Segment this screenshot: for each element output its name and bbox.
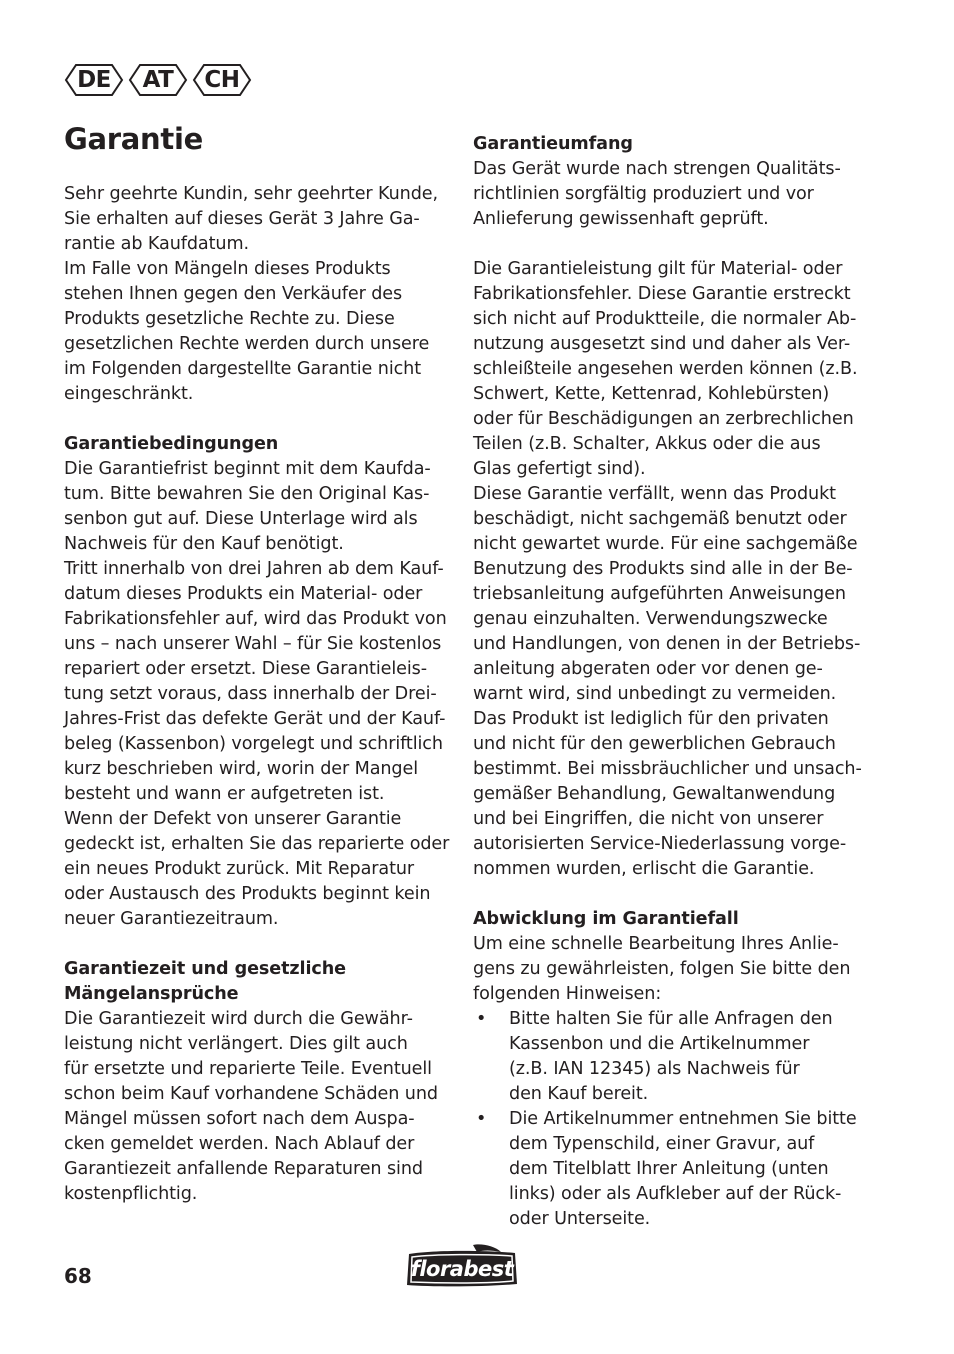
heading-line: Garantiezeit und gesetzliche <box>64 959 346 979</box>
text-line: Das Produkt ist lediglich für den privaten <box>473 709 829 729</box>
text-line: links) oder als Aufkleber auf der Rück- <box>509 1184 842 1204</box>
text-line: tum. Bitte bewahren Sie den Original Kas- <box>64 484 430 504</box>
text-line: Garantiezeit anfallende Reparaturen sind <box>64 1159 423 1179</box>
badge-label: CH <box>204 67 240 93</box>
text-line: oder Unterseite. <box>509 1209 651 1229</box>
text-line: Sie erhalten auf dieses Gerät 3 Jahre Ga- <box>64 209 420 229</box>
text-line: neuer Garantiezeitraum. <box>64 909 279 929</box>
text-line: dem Typenschild, einer Gravur, auf <box>509 1134 815 1154</box>
text-line: tung setzt voraus, dass innerhalb der Drei- <box>64 684 437 704</box>
text-line: Schwert, Kette, Kettenrad, Kohlebürsten) <box>473 384 830 404</box>
text-line: gesetzlichen Rechte werden durch unsere <box>64 334 430 354</box>
text-line: beschädigt, nicht sachgemäß benutzt oder <box>473 509 847 529</box>
text-line: stehen Ihnen gegen den Verkäufer des <box>64 284 403 304</box>
text-line: uns – nach unserer Wahl – für Sie kostenlos <box>64 634 442 654</box>
text-line: gedeckt ist, erhalten Sie das reparierte oder <box>64 834 450 854</box>
text-line: richtlinien sorgfältig produziert und vor <box>473 184 814 204</box>
conditions-heading: Garantiebedingungen <box>64 434 279 454</box>
page-number: 68 <box>64 1264 92 1288</box>
period-heading <box>64 957 450 1007</box>
text-line: besteht und wann er aufgetreten ist. <box>64 784 385 804</box>
text-line: genau einzuhalten. Verwendungszwecke <box>473 609 828 629</box>
country-badge-at <box>128 64 188 96</box>
text-line: Die Artikelnummer entnehmen Sie bitte <box>509 1109 857 1129</box>
text-line: für ersetzte und reparierte Teile. Eventuell <box>64 1059 432 1079</box>
text-line: Sehr geehrte Kundin, sehr geehrter Kunde, <box>64 184 439 204</box>
claim-intro <box>473 932 863 1007</box>
text-line: leistung nicht verlängert. Dies gilt auch <box>64 1034 408 1054</box>
text-line: Die Garantiezeit wird durch die Gewähr- <box>64 1009 413 1029</box>
text-line: Nachweis für den Kauf benötigt. <box>64 534 344 554</box>
bullet-marker: • <box>476 1009 487 1029</box>
scope-paragraph-2 <box>473 257 863 882</box>
text-line: schon beim Kauf vorhandene Schäden und <box>64 1084 438 1104</box>
badge-label: AT <box>142 67 174 93</box>
text-line: Benutzung des Produkts sind alle in der Be- <box>473 559 853 579</box>
text-line: Teilen (z.B. Schalter, Akkus oder die aus <box>473 434 821 454</box>
brand-logo <box>403 1244 521 1290</box>
text-line: kostenpflichtig. <box>64 1184 198 1204</box>
intro-paragraph <box>64 182 450 407</box>
text-line: Fabrikationsfehler. Diese Garantie erstreckt <box>473 284 851 304</box>
text-line: sich nicht auf Produktteile, die normaler Ab- <box>473 309 857 329</box>
heading-line: Mängelansprüche <box>64 984 239 1004</box>
text-line: Fabrikationsfehler auf, wird das Produkt von <box>64 609 447 629</box>
text-line: Im Falle von Mängeln dieses Produkts <box>64 259 391 279</box>
text-line: beleg (Kassenbon) vorgelegt und schriftlich <box>64 734 443 754</box>
text-line: autorisierten Service-Niederlassung vorge- <box>473 834 847 854</box>
text-line: Bitte halten Sie für alle Anfragen den <box>509 1009 833 1029</box>
text-line: cken gemeldet werden. Nach Ablauf der <box>64 1134 415 1154</box>
list-item <box>473 1107 863 1232</box>
text-line: oder Austausch des Produkts beginnt kein <box>64 884 431 904</box>
text-line: eingeschränkt. <box>64 384 194 404</box>
country-badge-de <box>64 64 124 96</box>
text-line: Tritt innerhalb von drei Jahren ab dem Kauf- <box>64 559 444 579</box>
text-line: Kassenbon und die Artikelnummer <box>509 1034 810 1054</box>
right-column <box>473 132 863 1232</box>
text-line: oder für Beschädigungen an zerbrechlichen <box>473 409 854 429</box>
text-line: bestimmt. Bei missbräuchlicher und unsach- <box>473 759 862 779</box>
text-line: Produkts gesetzliche Rechte zu. Diese <box>64 309 395 329</box>
scope-paragraph-1 <box>473 157 863 232</box>
text-line: und bei Eingriffen, die nicht von unserer <box>473 809 824 829</box>
text-line: rantie ab Kaufdatum. <box>64 234 249 254</box>
text-line: Glas gefertigt sind). <box>473 459 646 479</box>
text-line: kurz beschrieben wird, worin der Mangel <box>64 759 419 779</box>
text-line: anleitung abgeraten oder vor denen ge- <box>473 659 823 679</box>
text-line: Jahres-Frist das defekte Gerät und der Kauf- <box>64 709 446 729</box>
text-line: und Handlungen, von denen in der Betriebs- <box>473 634 861 654</box>
text-line: nommen wurden, erlischt die Garantie. <box>473 859 815 879</box>
text-line: Anlieferung gewissenhaft geprüft. <box>473 209 769 229</box>
text-line: triebsanleitung aufgeführten Anweisungen <box>473 584 846 604</box>
text-line: nicht gewartet wurde. Für eine sachgemäße <box>473 534 858 554</box>
text-line: Um eine schnelle Bearbeitung Ihres Anlie- <box>473 934 839 954</box>
text-line: und nicht für den gewerblichen Gebrauch <box>473 734 836 754</box>
text-line: Die Garantieleistung gilt für Material- oder <box>473 259 843 279</box>
text-line: gens zu gewährleisten, folgen Sie bitte den <box>473 959 851 979</box>
badge-label: DE <box>77 67 111 93</box>
left-column <box>64 182 450 1207</box>
text-line: datum dieses Produkts ein Material- oder <box>64 584 423 604</box>
text-line: nutzung ausgesetzt sind und daher als Ver- <box>473 334 851 354</box>
text-line: Diese Garantie verfällt, wenn das Produkt <box>473 484 836 504</box>
text-line: warnt wird, sind unbedingt zu vermeiden. <box>473 684 837 704</box>
claim-heading: Abwicklung im Garantiefall <box>473 909 739 929</box>
text-line: Die Garantiefrist beginnt mit dem Kaufda- <box>64 459 431 479</box>
text-line: schleißteile angesehen werden können (z.B. <box>473 359 858 379</box>
text-line: folgenden Hinweisen: <box>473 984 662 1004</box>
brand-name: florabest <box>410 1257 514 1281</box>
text-line: Wenn der Defekt von unserer Garantie <box>64 809 402 829</box>
text-line: im Folgenden dargestellte Garantie nicht <box>64 359 422 379</box>
text-line: senbon gut auf. Diese Unterlage wird als <box>64 509 418 529</box>
text-line: ein neues Produkt zurück. Mit Reparatur <box>64 859 415 879</box>
text-line: Das Gerät wurde nach strengen Qualitäts- <box>473 159 841 179</box>
scope-heading: Garantieumfang <box>473 134 633 154</box>
page-title: Garantie <box>64 122 203 156</box>
period-paragraph <box>64 1007 450 1207</box>
text-line: repariert oder ersetzt. Diese Garantieleis- <box>64 659 427 679</box>
text-line: dem Titelblatt Ihrer Anleitung (unten <box>509 1159 829 1179</box>
bullet-marker: • <box>476 1109 487 1129</box>
list-item <box>473 1007 863 1107</box>
text-line: gemäßer Behandlung, Gewaltanwendung <box>473 784 836 804</box>
text-line: (z.B. IAN 12345) als Nachweis für <box>509 1059 800 1079</box>
country-badge-ch <box>192 64 252 96</box>
conditions-paragraph <box>64 457 450 932</box>
text-line: Mängel müssen sofort nach dem Auspa- <box>64 1109 415 1129</box>
text-line: den Kauf bereit. <box>509 1084 649 1104</box>
